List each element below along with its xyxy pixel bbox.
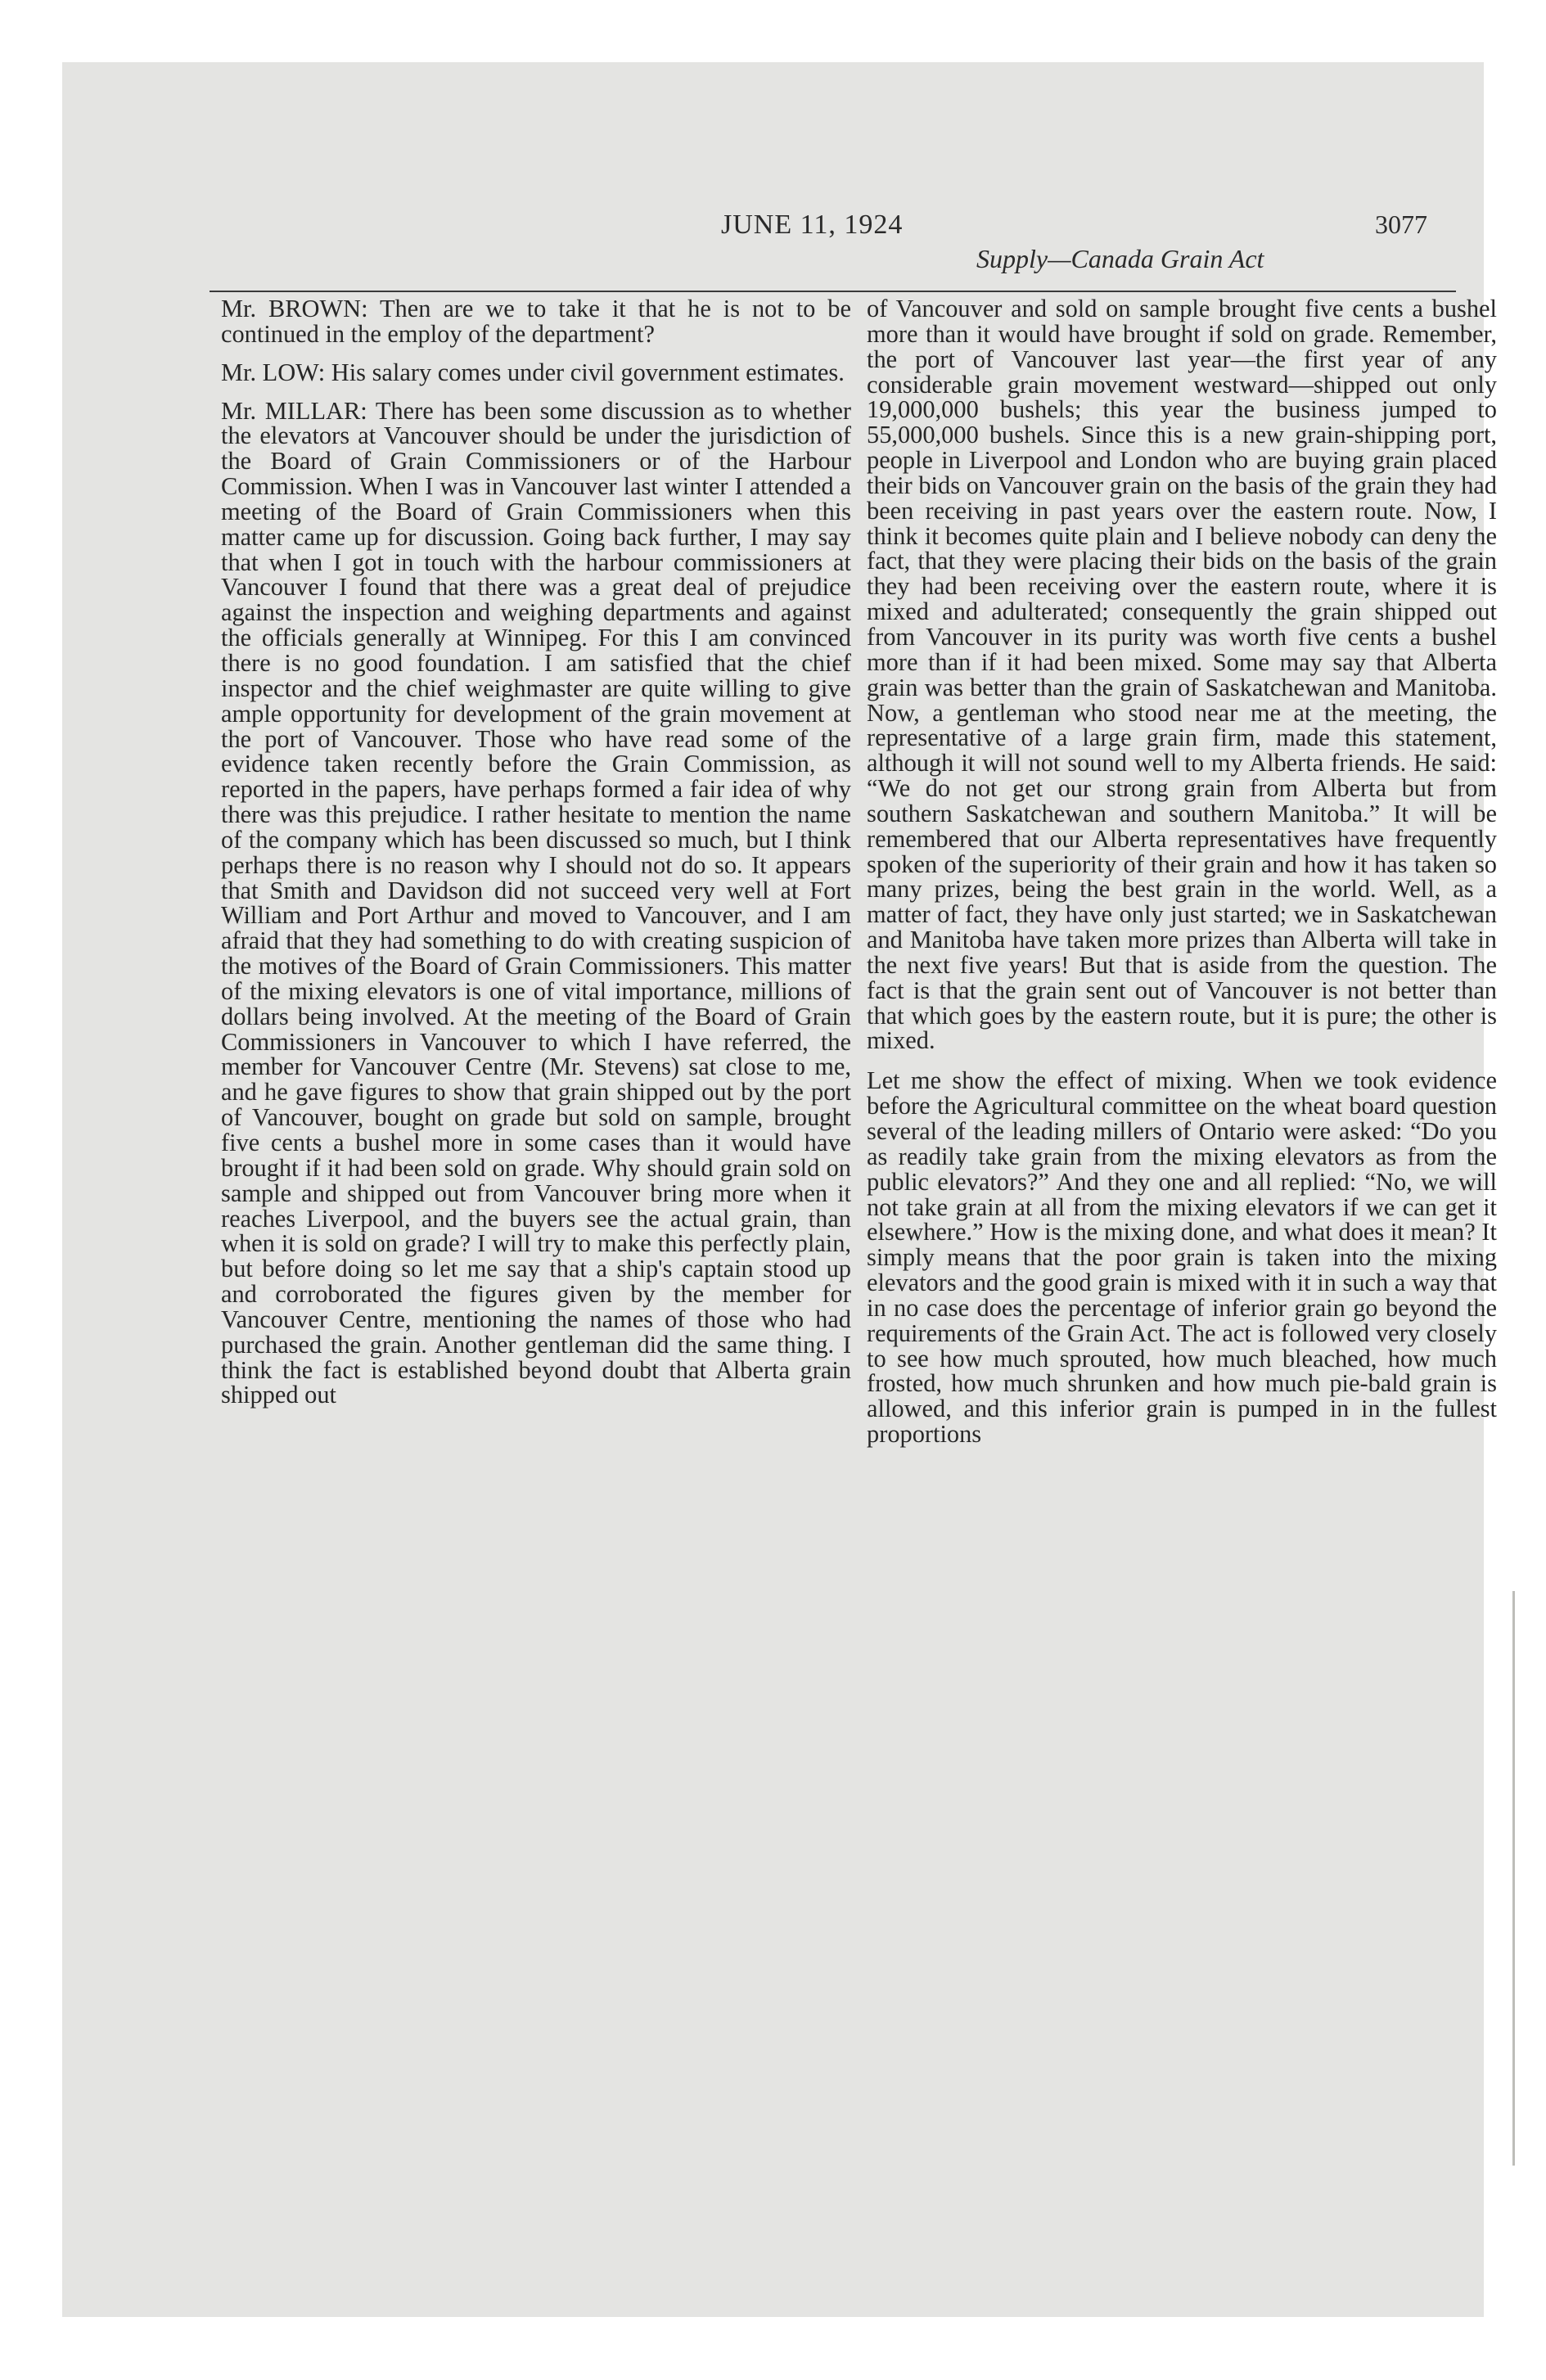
right-column [867, 296, 1497, 1447]
paragraph: Mr. LOW: His salary comes under civil government estimates. [221, 358, 845, 386]
paragraph: Mr. BROWN: Then are we to take it that he is not to be continued in the employ of the department? [221, 295, 851, 348]
page-number: 3077 [1375, 210, 1427, 239]
left-column [221, 296, 851, 1408]
paragraph: of Vancouver and sold on sample brought five cents a bushel more than it would have brought if sold on grade. Remember, the port of Vancouver last year—the first year of any considerable grain movement westward—shipped out only 19,000,000 bushels; this year the business jumped to 55,000,000 bushels. Since this is a new grain-shipping port, people in Liverpool and London who are buying grain placed their bids on Vancouver grain on the basis of the grain they had been receiving in past years over the eastern route. Now, I think it becomes quite plain and I believe nobody can deny the fact, that they were placing their bids on the basis of the grain they had been receiving over the eastern route, where it is mixed and adulterated; consequently the grain shipped out from Vancouver in its purity was worth five cents a bushel more than if it had been mixed. Some may say that Alberta grain was better than the grain of Saskatchewan and Manitoba. Now, a gentleman who stood near me at the meeting, the representative of a large grain firm, made this statement, although it will not sound well to my Alberta friends. He said: “We do not get our strong grain from Alberta but from southern Saskatchewan and southern Manitoba.” It will be remembered that our Alberta representatives have frequently spoken of the superiority of their grain and how it has taken so many prizes, being the best grain in the world. Well, as a matter of fact, they have only just started; we in Saskatchewan and Manitoba have taken more prizes than Alberta will take in the next five years! But that is aside from the question. The fact is that the grain sent out of Vancouver is not better than that which goes by the eastern route, but it is pure; the other is mixed. [867, 295, 1497, 1055]
page-header [62, 210, 1484, 273]
margin-line [1512, 1591, 1515, 2166]
paragraph: Let me show the effect of mixing. When we took evidence before the Agricultural committee on the wheat board question several of the leading millers of Ontario were asked: “Do you as readily take grain from the mixing elevators as from the public elevators?” And they one and all replied: “No, we will not take grain at all from the mixing elevators if we can get it elsewhere.” How is the mixing done, and what does it mean? It simply means that the poor grain is taken into the mixing elevators and the good grain is mixed with it in such a way that in no case does the percentage of inferior grain go beyond the requirements of the Grain Act. The act is followed very closely to see how much sprouted, how much bleached, how much frosted, how much shrunken and how much pie-bald grain is allowed, and this inferior grain is pumped in in the fullest proportions [867, 1066, 1497, 1449]
paragraph: Mr. MILLAR: There has been some discussion as to whether the elevators at Vancouver should be under the jurisdiction of the Board of Grain Commissioners or of the Harbour Commission. When I was in Vancouver last winter I attended a meeting of the Board of Grain Commissioners when this matter came up for discussion. Going back further, I may say that when I got in touch with the harbour commissioners at Vancouver I found that there was a great deal of prejudice against the inspection and weighing departments and against the officials generally at Winnipeg. For this I am convinced there is no good foundation. I am satisfied that the chief inspector and the chief weighmaster are quite willing to give ample opportunity for development of the grain movement at the port of Vancouver. Those who have read some of the evidence taken recently before the Grain Commission, as reported in the papers, have perhaps formed a fair idea of why there was this prejudice. I rather hesitate to mention the name of the company which has been discussed so much, but I think perhaps there is no reason why I should not do so. It appears that Smith and Davidson did not succeed very well at Fort William and Port Arthur and moved to Vancouver, and I am afraid that they had something to do with creating suspicion of the motives of the Board of Grain Commissioners. This matter of the mixing elevators is one of vital importance, millions of dollars being involved. At the meeting of the Board of Grain Commissioners in Vancouver to which I have referred, the member for Vancouver Centre (Mr. Stevens) sat close to me, and he gave figures to show that grain shipped out by the port of Vancouver, bought on grade but sold on sample, brought five cents a bushel more in some cases than it would have brought if it had been sold on grade. Why should grain sold on sample and shipped out from Vancouver bring more when it reaches Liverpool, and the buyers see the actual grain, than when it is sold on grade? I will try to make this perfectly plain, but before doing so let me say that a ship's captain stood up and corroborated the figures given by the member for Vancouver Centre, mentioning the names of those who had purchased the grain. Another gentleman did the same thing. I think the fact is established beyond doubt that Alberta grain shipped out [221, 396, 851, 1409]
scanned-page [62, 62, 1497, 2317]
running-subheading: Supply—Canada Grain Act [976, 244, 1264, 273]
header-rule [210, 291, 1456, 292]
page-date: JUNE 11, 1924 [721, 210, 904, 240]
